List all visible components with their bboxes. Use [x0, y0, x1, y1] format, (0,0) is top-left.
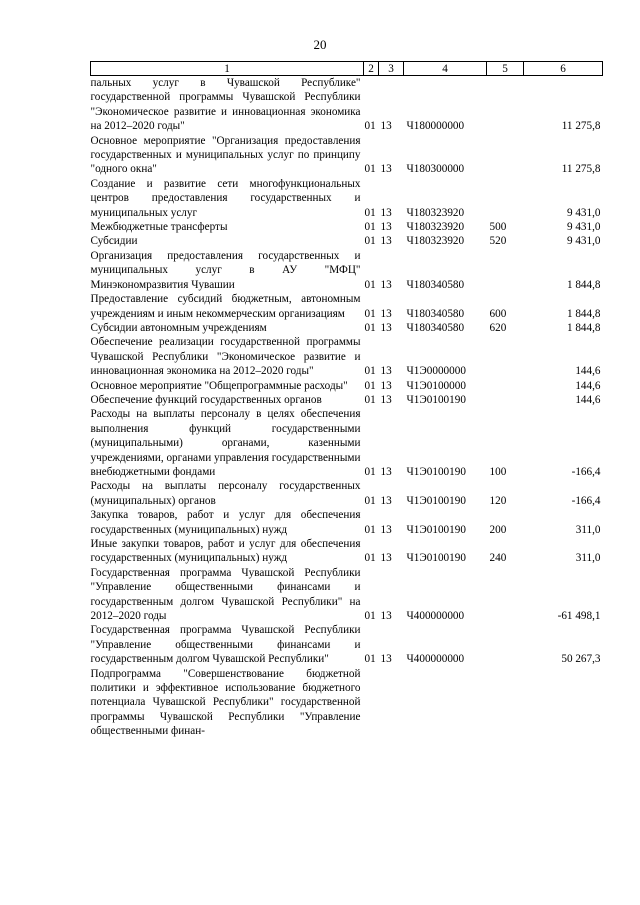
row-expense-type — [487, 76, 524, 134]
row-subsection: 13 — [380, 235, 392, 248]
column-number-4: 4 — [404, 62, 487, 76]
row-amount: 144,6 — [575, 379, 601, 392]
row-name: Обеспечение реализации государственной программы Чувашской Республики "Экономическое развитие и инновационная экономика на 2012–2020 годы" — [90, 336, 361, 378]
row-subsection: 13 — [380, 221, 392, 234]
row-amount: 11 275,8 — [561, 163, 601, 176]
row-subsection: 13 — [380, 365, 392, 378]
row-amount: 311,0 — [575, 552, 601, 565]
row-name: Межбюджетные трансферты — [90, 221, 228, 234]
row-subsection: 13 — [380, 494, 392, 507]
column-number-1: 1 — [91, 62, 364, 76]
row-name: Расходы на выплаты персоналу государственных (муниципальных) органов — [90, 480, 361, 507]
row-subsection — [379, 667, 404, 739]
row-section: 01 — [364, 494, 376, 507]
row-name: Государственная программа Чувашской Республики "Управление общественными финансами и государственным долгом Чувашской Республики" на 2012–2020 годы — [90, 566, 361, 623]
row-section: 01 — [364, 465, 376, 478]
row-amount: 9 431,0 — [566, 221, 601, 234]
row-subsection: 13 — [380, 465, 392, 478]
table-row — [91, 566, 603, 624]
row-expense-type — [487, 249, 524, 292]
row-subsection: 13 — [380, 653, 392, 666]
row-name: Иные закупки товаров, работ и услуг для обеспечения государственных (муниципальных) нужд — [90, 538, 361, 565]
table-row — [91, 76, 603, 134]
row-name: Основное мероприятие "Общепрограммные расходы" — [90, 379, 348, 392]
row-expense-type — [487, 667, 524, 739]
row-name: Создание и развитие сети многофункциональных центров предоставления государственных и муниципальных услуг — [90, 177, 361, 219]
row-amount: 11 275,8 — [561, 120, 601, 133]
row-expense-type: 120 — [489, 494, 507, 507]
row-expense-type: 620 — [489, 321, 507, 334]
row-amount: 1 844,8 — [566, 321, 601, 334]
row-expense-type: 500 — [489, 221, 507, 234]
table-row — [91, 249, 603, 292]
row-amount — [524, 667, 603, 739]
row-amount: 50 267,3 — [561, 653, 601, 666]
table-row — [91, 321, 603, 335]
row-section: 01 — [364, 552, 376, 565]
table-row — [91, 537, 603, 566]
page-number: 20 — [313, 37, 327, 52]
row-subsection: 13 — [380, 163, 392, 176]
row-subsection: 13 — [380, 278, 392, 291]
row-section: 01 — [364, 278, 376, 291]
row-section: 01 — [364, 206, 376, 219]
row-amount: -166,4 — [571, 494, 601, 507]
row-name: Обеспечение функций государственных органов — [90, 393, 322, 406]
row-section: 01 — [364, 307, 376, 320]
row-target-article: Ч180300000 — [406, 163, 465, 176]
row-target-article: Ч400000000 — [406, 653, 465, 666]
row-subsection: 13 — [380, 321, 392, 334]
column-number-header-row — [91, 62, 603, 76]
row-amount: 311,0 — [575, 523, 601, 536]
row-target-article: Ч180340580 — [406, 278, 465, 291]
row-section: 01 — [364, 120, 376, 133]
table-row — [91, 292, 603, 321]
row-amount: 144,6 — [575, 393, 601, 406]
row-subsection: 13 — [380, 307, 392, 320]
row-section: 01 — [364, 321, 376, 334]
row-subsection: 13 — [380, 523, 392, 536]
row-section: 01 — [364, 393, 376, 406]
table-row — [91, 335, 603, 378]
row-target-article: Ч1Э0000000 — [406, 365, 466, 378]
row-expense-type: 600 — [489, 307, 507, 320]
row-expense-type: 240 — [489, 552, 507, 565]
row-name: Основное мероприятие "Организация предоставления государственных и муниципальных услуг по принципу "одного окна" — [90, 134, 361, 176]
row-subsection: 13 — [380, 610, 392, 623]
row-target-article: Ч1Э0100000 — [406, 379, 466, 392]
table-row — [91, 667, 603, 739]
row-expense-type — [487, 177, 524, 220]
table-row — [91, 234, 603, 248]
row-expense-type — [487, 134, 524, 177]
row-amount: -61 498,1 — [557, 610, 601, 623]
row-section: 01 — [364, 653, 376, 666]
table-row — [91, 623, 603, 666]
row-section: 01 — [364, 221, 376, 234]
row-expense-type — [487, 335, 524, 378]
row-target-article: Ч400000000 — [406, 610, 465, 623]
table-row — [91, 134, 603, 177]
row-target-article: Ч180323920 — [406, 235, 465, 248]
column-number-5: 5 — [487, 62, 524, 76]
row-subsection: 13 — [380, 393, 392, 406]
row-name: Предоставление субсидий бюджетным, автономным учреждениям и иным некоммерческим организациям — [90, 293, 361, 320]
column-number-6: 6 — [524, 62, 603, 76]
row-amount: 1 844,8 — [566, 278, 601, 291]
row-section: 01 — [364, 163, 376, 176]
row-subsection: 13 — [380, 552, 392, 565]
table-row — [91, 407, 603, 479]
row-name: Государственная программа Чувашской Республики "Управление общественными финансами и государственным долгом Чувашской Республики" — [90, 624, 361, 666]
row-target-article: Ч1Э0100190 — [406, 494, 466, 507]
row-target-article: Ч180000000 — [406, 120, 465, 133]
row-section: 01 — [364, 365, 376, 378]
row-amount: 144,6 — [575, 365, 601, 378]
row-subsection: 13 — [380, 206, 392, 219]
table-row — [91, 220, 603, 234]
row-expense-type — [487, 393, 524, 407]
row-target-article: Ч180323920 — [406, 221, 465, 234]
row-target-article: Ч1Э0100190 — [406, 465, 466, 478]
row-section: 01 — [364, 523, 376, 536]
row-amount: 9 431,0 — [566, 206, 601, 219]
row-target-article — [404, 667, 487, 739]
row-amount: 9 431,0 — [566, 235, 601, 248]
row-target-article: Ч180323920 — [406, 206, 465, 219]
table-row — [91, 379, 603, 393]
row-section: 01 — [364, 235, 376, 248]
row-target-article: Ч180340580 — [406, 307, 465, 320]
row-name: Расходы на выплаты персоналу в целях обеспечения выполнения функций государственными (муниципальными) органами, казенными учреждениями, органами управления государственными внебюджетными фондами — [90, 408, 361, 478]
row-amount: -166,4 — [571, 465, 601, 478]
table-row — [91, 479, 603, 508]
table-row — [91, 508, 603, 537]
row-name: Субсидии — [90, 235, 138, 248]
row-target-article: Ч1Э0100190 — [406, 552, 466, 565]
row-name: Субсидии автономным учреждениям — [90, 321, 267, 334]
row-section: 01 — [364, 610, 376, 623]
row-name: пальных услуг в Чувашской Республике" государственной программы Чувашской Республики "Экономическое развитие и инновационная экономика на 2012–2020 годы" — [90, 77, 361, 133]
row-expense-type: 100 — [489, 465, 507, 478]
row-section — [364, 667, 379, 739]
row-target-article: Ч1Э0100190 — [406, 523, 466, 536]
row-name: Организация предоставления государственных и муниципальных услуг в АУ "МФЦ" Минэкономразвития Чувашии — [90, 249, 361, 291]
column-number-2: 2 — [364, 62, 379, 76]
table-row — [91, 393, 603, 407]
row-subsection: 13 — [380, 120, 392, 133]
row-expense-type: 520 — [489, 235, 507, 248]
table-row — [91, 177, 603, 220]
row-target-article: Ч180340580 — [406, 321, 465, 334]
row-subsection: 13 — [380, 379, 392, 392]
row-target-article: Ч1Э0100190 — [406, 393, 466, 406]
row-name: Закупка товаров, работ и услуг для обеспечения государственных (муниципальных) нужд — [90, 509, 361, 536]
row-name: Подпрограмма "Совершенствование бюджетной политики и эффективное использование бюджетного потенциала Чувашской Республики" государственной программы Чувашской Республики "Управление общественными финан- — [90, 667, 361, 738]
row-expense-type — [487, 379, 524, 393]
row-expense-type — [487, 566, 524, 624]
column-number-3: 3 — [379, 62, 404, 76]
row-expense-type: 200 — [489, 523, 507, 536]
budget-table — [90, 61, 603, 739]
row-amount: 1 844,8 — [566, 307, 601, 320]
row-section: 01 — [364, 379, 376, 392]
row-expense-type — [487, 623, 524, 666]
